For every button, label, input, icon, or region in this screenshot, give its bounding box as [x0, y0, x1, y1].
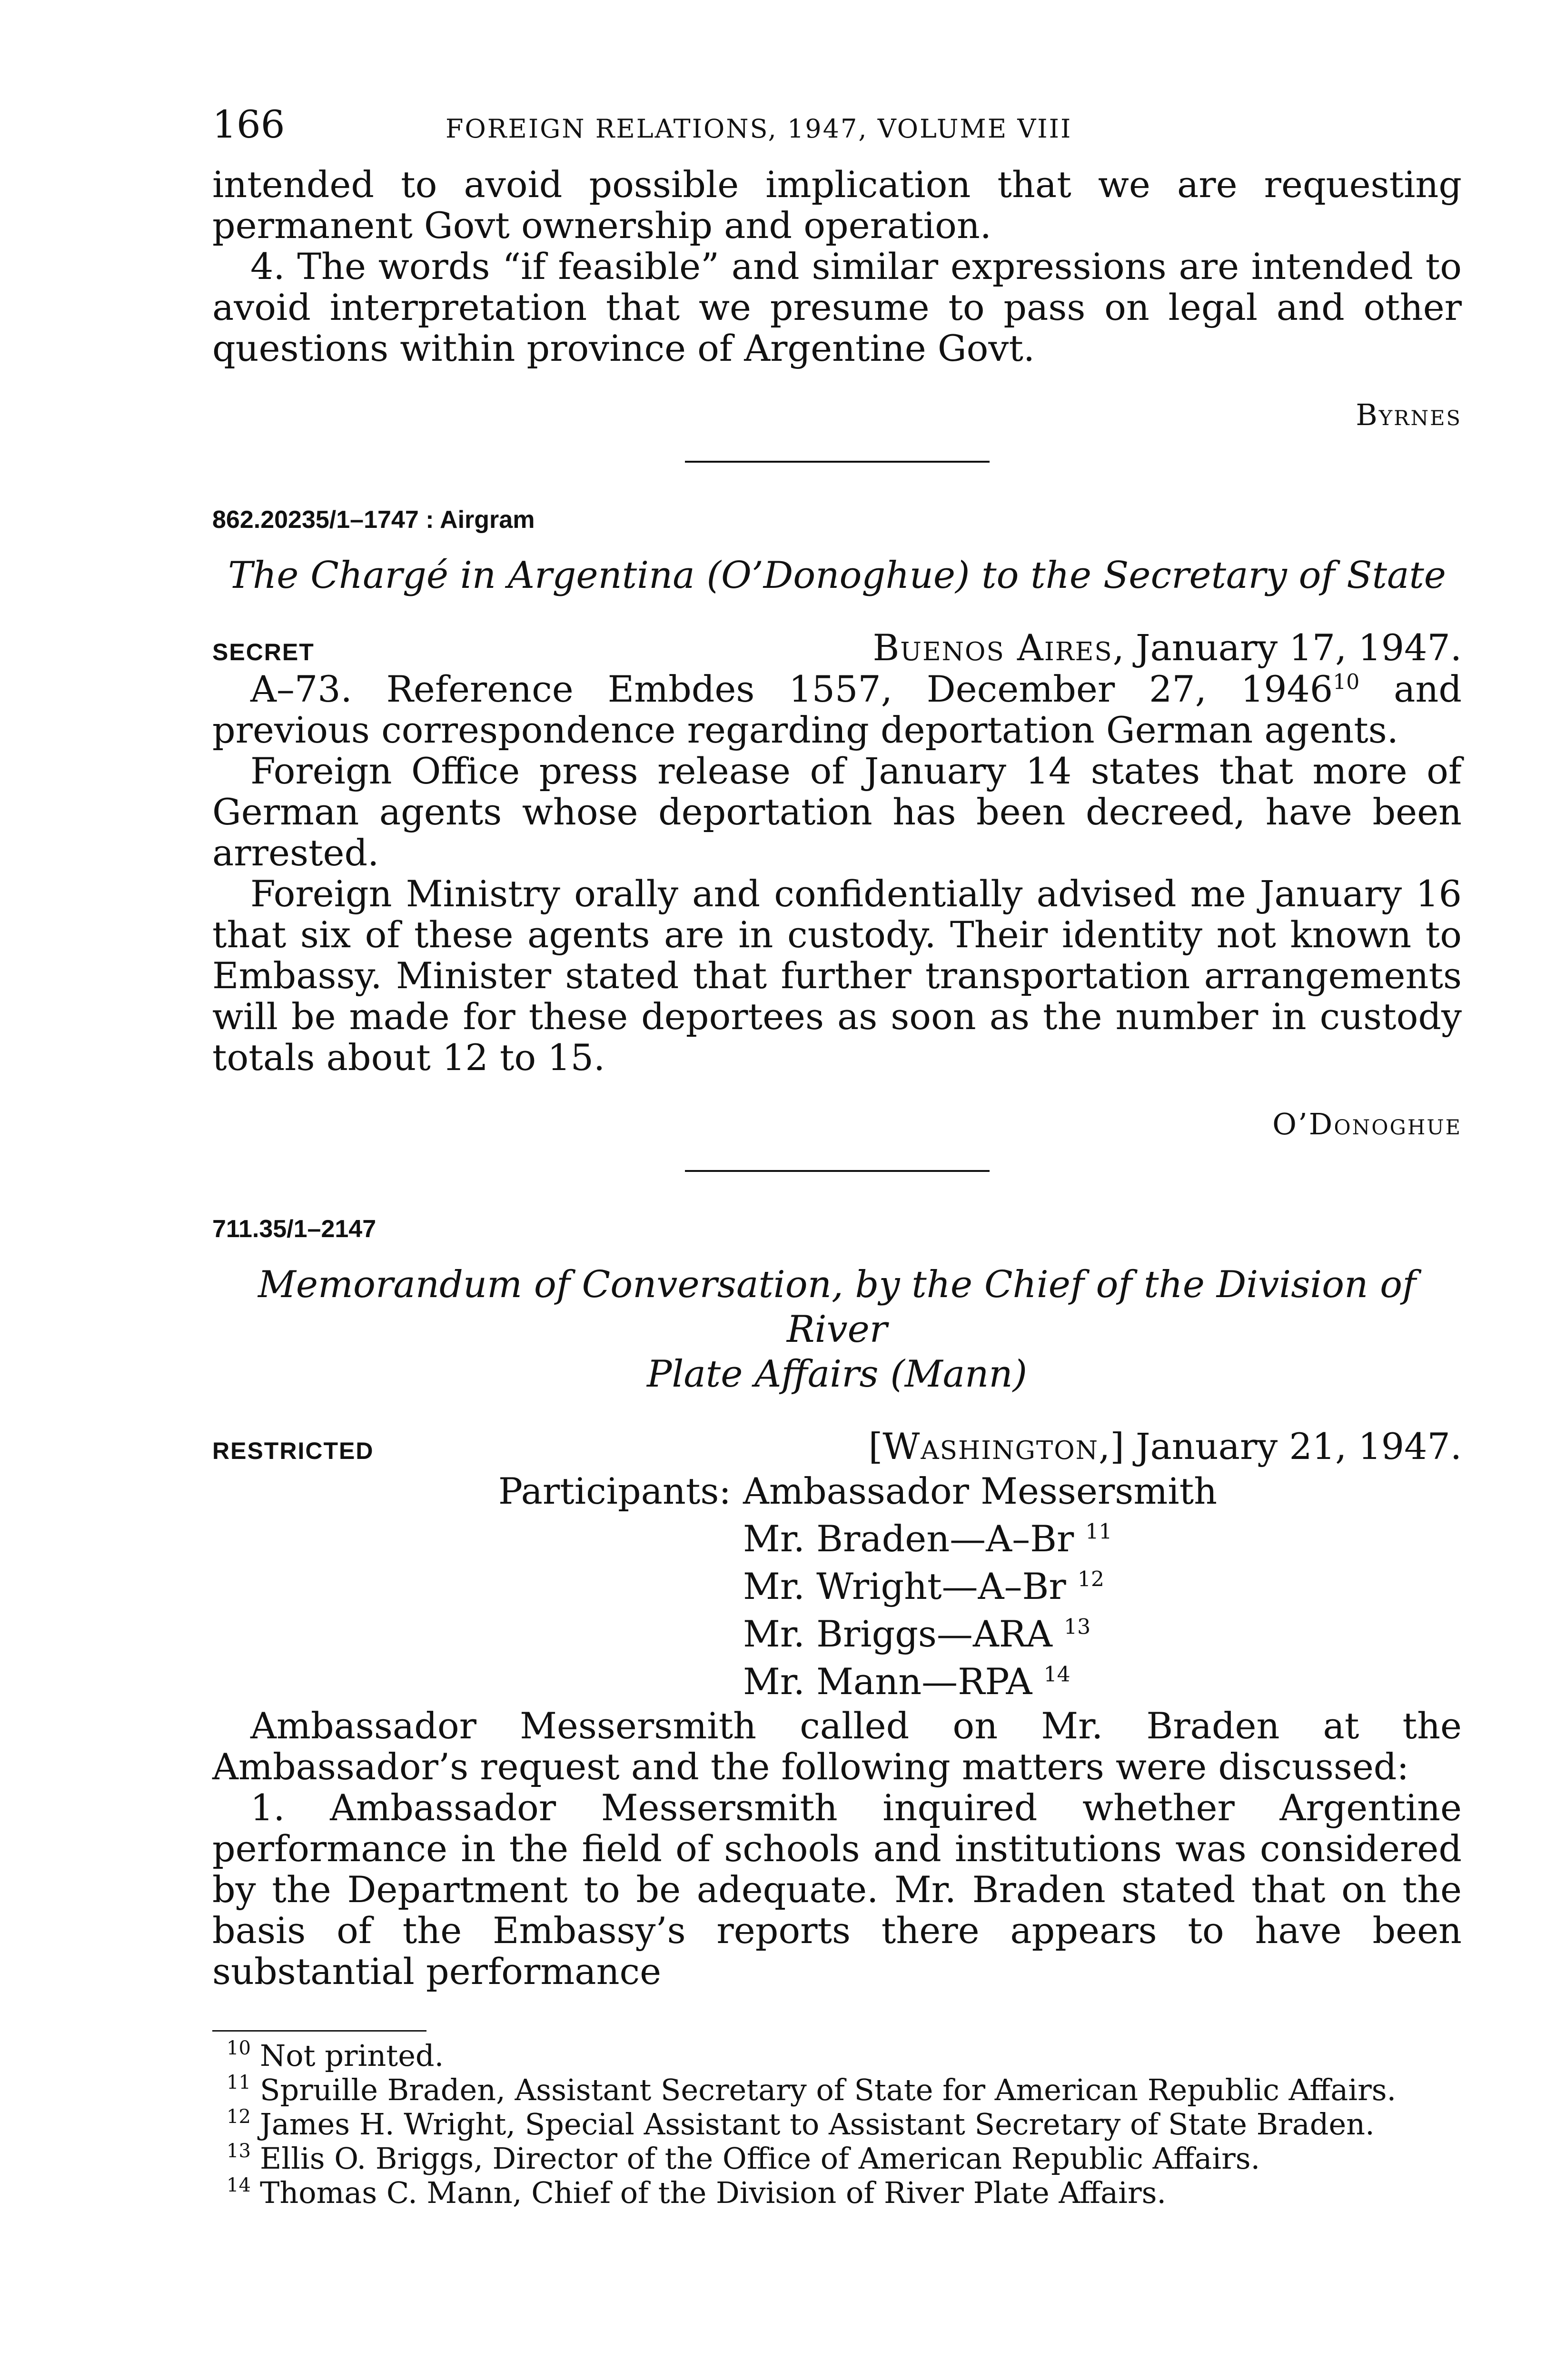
footnote-ref: 10	[1333, 670, 1360, 694]
document-title	[212, 1262, 1462, 1397]
section-divider	[685, 461, 990, 463]
footnote-ref: 14	[1043, 1662, 1070, 1687]
place: Buenos Aires	[872, 626, 1113, 669]
document-page	[212, 102, 1462, 2210]
doc1-paragraph-3: Foreign Ministry orally and confidentially advised me January 16 that six of these agents are in custody. Their identity not known to Embassy. Minister stated that further transportation arrangements will be made for these deportees as soon as the number in custody totals about 12 to 15.	[212, 873, 1462, 1079]
footnote-text: Ellis O. Briggs, Director of the Office of American Republic Affairs.	[260, 2141, 1260, 2176]
footnote-text: Thomas C. Mann, Chief of the Division of River Plate Affairs.	[260, 2175, 1167, 2210]
footnote-number: 12	[227, 2106, 251, 2128]
footnote	[227, 2106, 1462, 2142]
signature-odonoghue: O’Donoghue	[1272, 1107, 1462, 1141]
place-date	[872, 626, 1462, 669]
participants-label: Participants:	[498, 1470, 731, 1512]
classification-label: RESTRICTED	[212, 1438, 374, 1464]
participants-block	[212, 1468, 1462, 1706]
place-date: [Washington,] January 21, 1947.	[868, 1425, 1462, 1468]
doc1-paragraph-2: Foreign Office press release of January 14 states that more of German agents whose deportation has been decreed, have been arrested.	[212, 750, 1462, 874]
footnote	[227, 2072, 1462, 2107]
footnotes	[212, 2039, 1462, 2210]
paragraph-text: and previous correspondence regarding deportation German agents.	[212, 668, 1462, 751]
footnote-number: 11	[227, 2072, 251, 2093]
footnote-number: 13	[227, 2140, 251, 2162]
doc2-paragraph-2: 1. Ambassador Messersmith inquired whether Argentine performance in the field of schools and institutions was considered by the Department to be adequate. Mr. Braden stated that on the basis of the Embassy’s reports there appears to have been substantial performance	[212, 1786, 1462, 1993]
date: , January 17, 1947.	[1112, 626, 1462, 669]
paragraph-text: A–73. Reference Embdes 1557, December 27, 1946	[250, 668, 1333, 710]
file-reference: 711.35/1–2147	[212, 1215, 377, 1243]
footnote	[227, 2037, 1462, 2073]
section-divider	[685, 1170, 990, 1172]
date: ,] January 21, 1947.	[1099, 1425, 1462, 1468]
page-number: 166	[212, 102, 285, 147]
file-reference: 862.20235/1–1747 : Airgram	[212, 506, 535, 534]
page-header	[212, 102, 1462, 164]
participant: Mr. Braden—A–Br $^{11}$	[743, 1517, 1112, 1560]
intro-paragraph-1: intended to avoid possible implication that we are requesting permanent Govt ownership and operation.	[212, 163, 1462, 247]
place: Washington	[882, 1425, 1099, 1468]
footnote-ref: 13	[1064, 1615, 1091, 1639]
participant: Mr. Mann—RPA $^{14}$	[743, 1660, 1070, 1703]
footnote-text: Not printed.	[260, 2038, 444, 2073]
footnote-number: 10	[227, 2037, 251, 2059]
footnote-text: Spruille Braden, Assistant Secretary of State for American Republic Affairs.	[260, 2073, 1397, 2107]
document-title: The Chargé in Argentina (O’Donoghue) to the Secretary of State	[228, 554, 1446, 597]
footnote	[227, 2174, 1462, 2210]
intro-paragraph-2: 4. The words “if feasible” and similar expressions are intended to avoid interpretation that we presume to pass on legal and other questions within province of Argentine Govt.	[212, 245, 1462, 369]
footnote	[227, 2140, 1462, 2176]
footnote-ref: 12	[1077, 1567, 1104, 1592]
dateline	[212, 626, 1462, 669]
title-line: Plate Affairs (Mann)	[646, 1353, 1028, 1396]
footnote-number: 14	[227, 2174, 251, 2196]
doc2-paragraph-1: Ambassador Messersmith called on Mr. Braden at the Ambassador’s request and the following matters were discussed:	[212, 1705, 1462, 1788]
signature-byrnes: Byrnes	[1356, 397, 1462, 432]
dateline	[212, 1425, 1462, 1468]
participant: Mr. Wright—A–Br $^{12}$	[743, 1565, 1104, 1607]
participants-list	[743, 1468, 1217, 1706]
participant: Ambassador Messersmith	[743, 1470, 1218, 1512]
participant: Mr. Briggs—ARA $^{13}$	[743, 1613, 1091, 1655]
classification-label: SECRET	[212, 639, 315, 665]
footnote-text: James H. Wright, Special Assistant to Assistant Secretary of State Braden.	[260, 2107, 1375, 2142]
footnote-ref: 11	[1085, 1519, 1112, 1544]
title-line: Memorandum of Conversation, by the Chief of the Division of River	[258, 1263, 1416, 1351]
running-head: FOREIGN RELATIONS, 1947, VOLUME VIII	[446, 114, 1072, 144]
doc1-paragraph-1	[212, 669, 1462, 751]
